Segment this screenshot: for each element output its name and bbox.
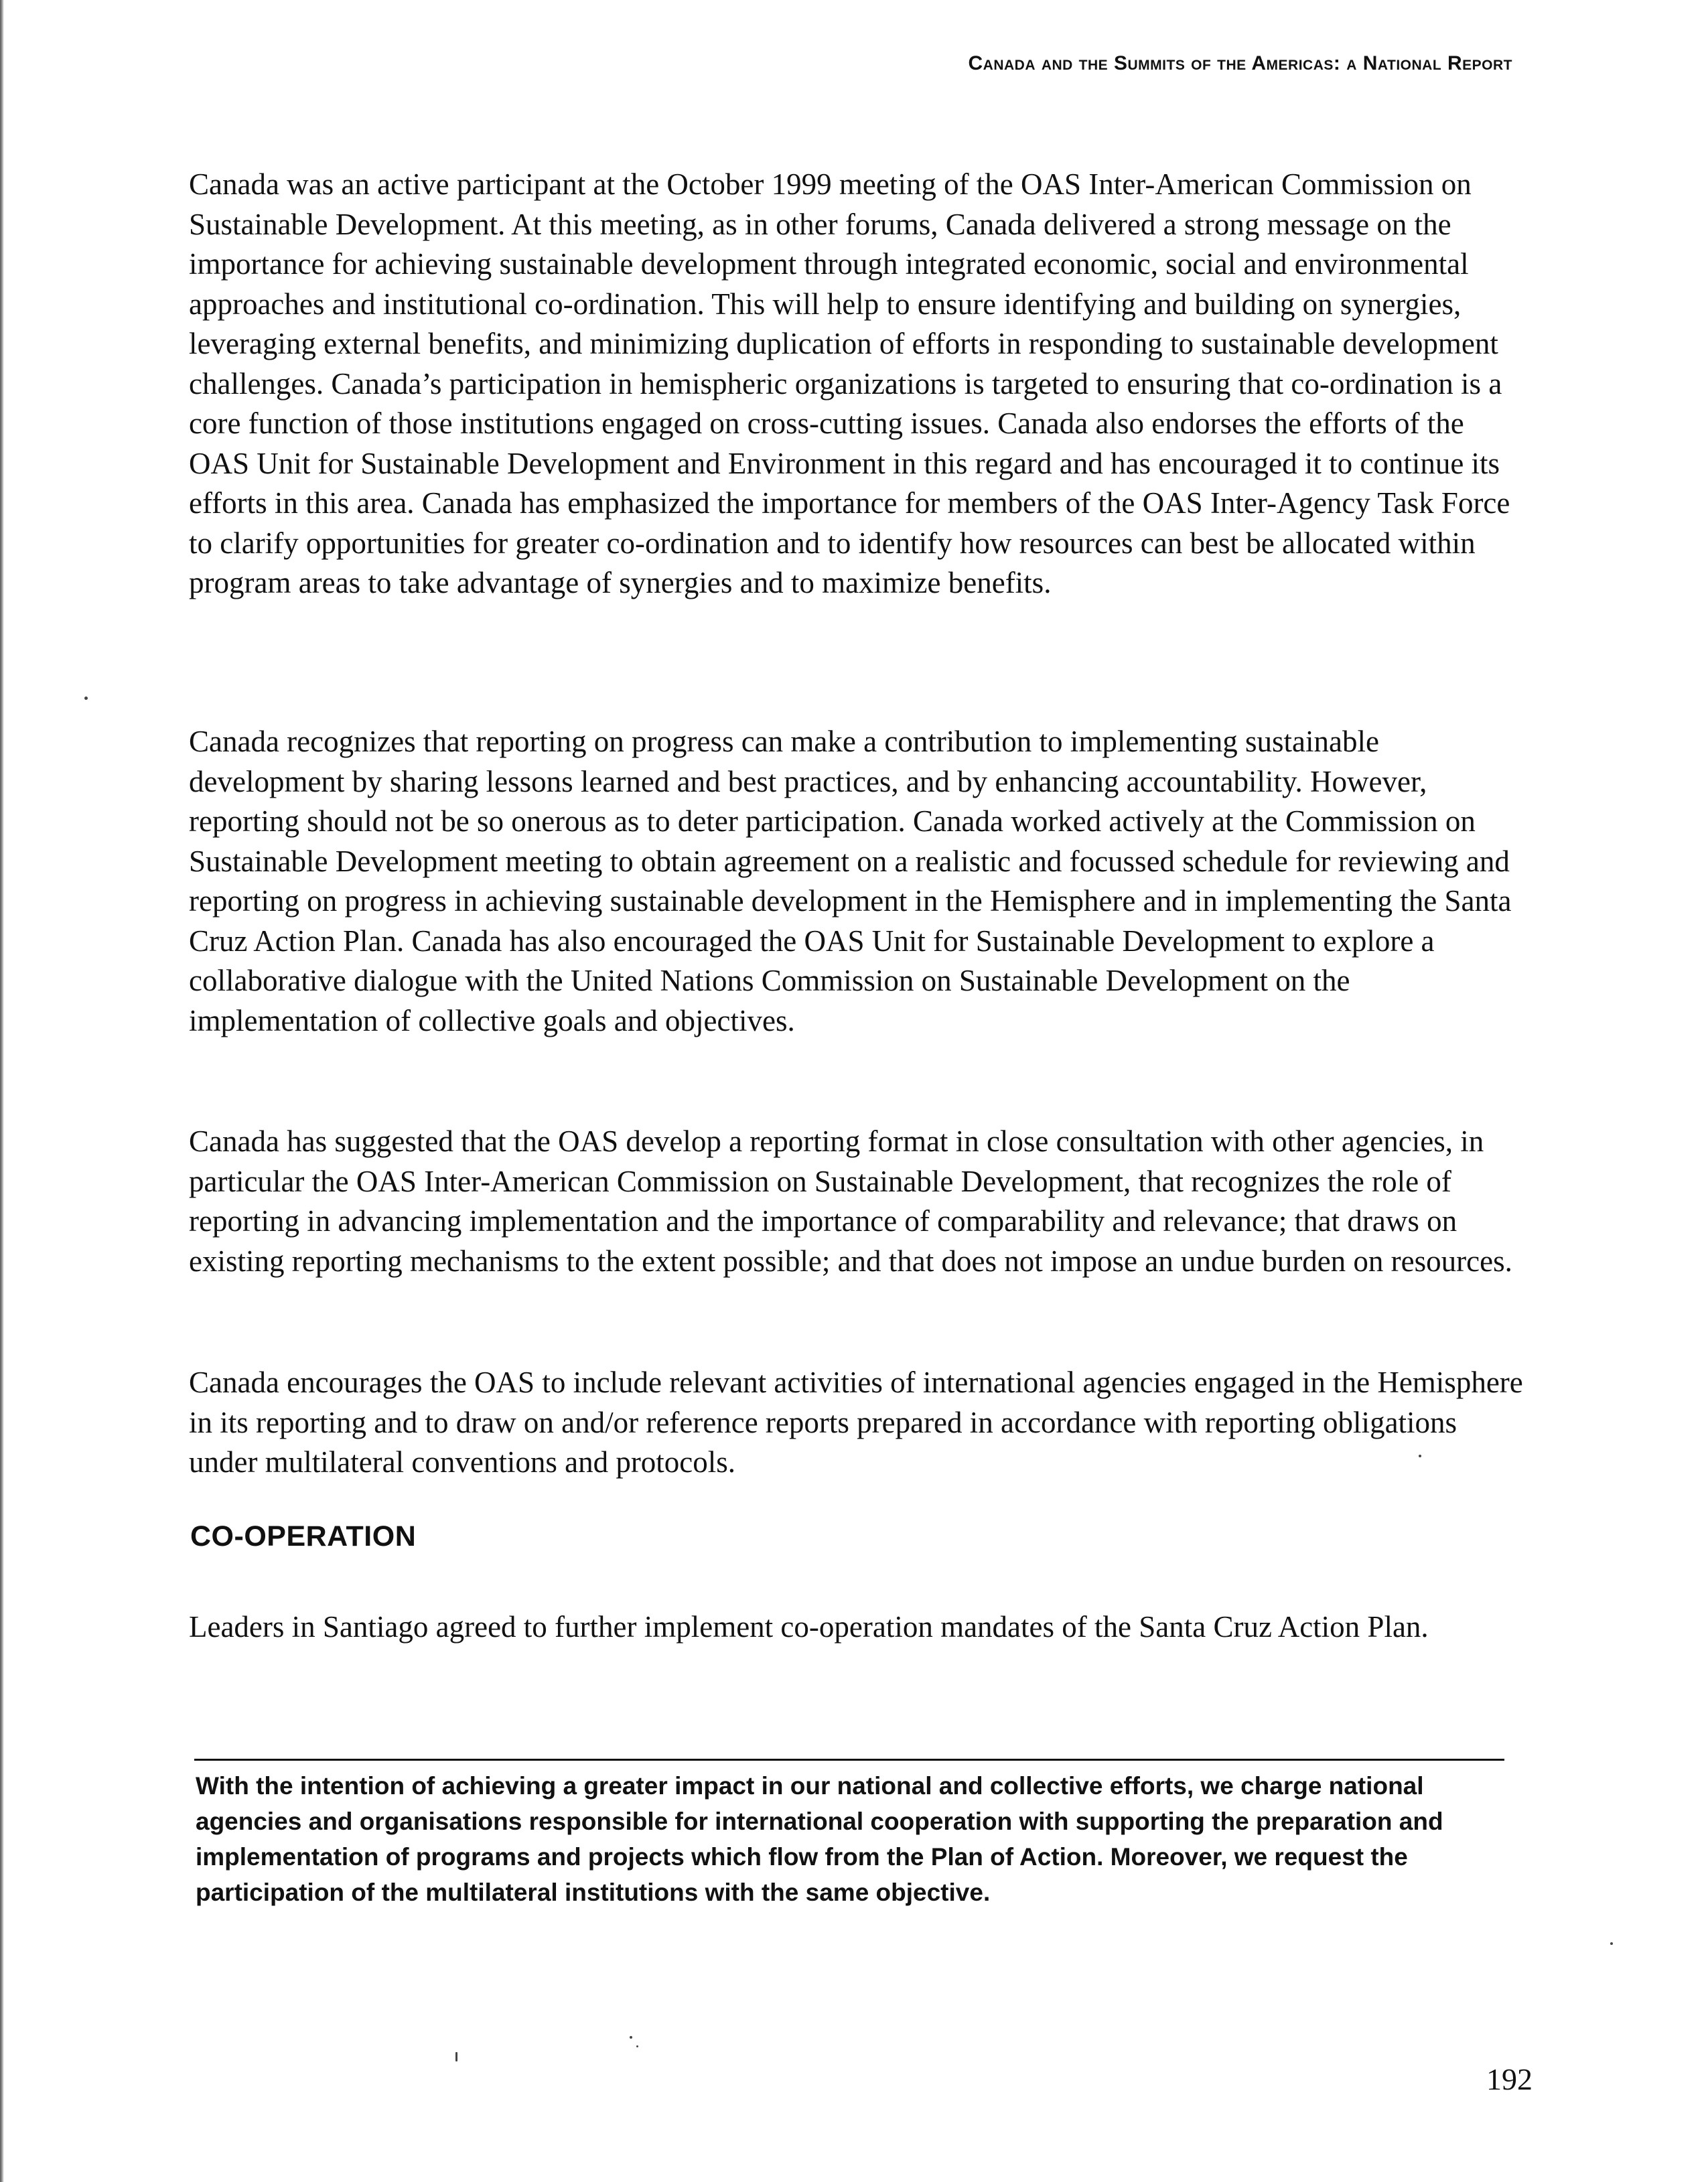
scan-speck — [630, 2036, 632, 2039]
paragraph-international-agencies: Canada encourages the OAS to include relevant activities of international agencies engaged in the Hemisphere in its reporting and to draw on and/or reference reports prepared in accordance with reporting obligations under multilateral conventions and protocols. — [189, 1366, 1523, 1479]
scan-binding-edge — [0, 0, 4, 2182]
section-heading-cooperation: CO-OPERATION — [190, 1520, 417, 1552]
plan-of-action-quote: With the intention of achieving a greater impact in our national and collective efforts, we charge national agencies and organisations responsible for international cooperation with supporting the preparation and implementation of programs and projects which flow from the Plan of Action. Moreover, we request the participation of the multilateral institutions with the same objective. — [196, 1772, 1443, 1906]
running-header: Canada and the Summits of the Americas: a National Report — [968, 52, 1512, 74]
scan-speck — [636, 2045, 638, 2047]
scan-speck — [455, 2052, 457, 2061]
paragraph-cooperation-intro: Leaders in Santiago agreed to further implement co-operation mandates of the Santa Cruz Action Plan. — [189, 1610, 1429, 1644]
paragraph-reporting-progress: Canada recognizes that reporting on progress can make a contribution to implementing sustainable development by sharing lessons learned and best practices, and by enhancing accountability. However, reporting should not be so onerous as to deter participation. Canada worked actively at the Commission on Sustainable Development meeting to obtain agreement on a realistic and focussed schedule for reviewing and reporting on progress in achieving sustainable development in the Hemisphere and in implementing the Santa Cruz Action Plan. Canada has also encouraged the OAS Unit for Sustainable Development to explore a collaborative dialogue with the United Nations Commission on Sustainable Development on the implementation of collective goals and objectives. — [189, 725, 1512, 1037]
scan-speck — [1419, 1455, 1421, 1457]
scan-speck — [1610, 1942, 1613, 1945]
page-number: 192 — [1486, 2062, 1533, 2096]
paragraph-reporting-format: Canada has suggested that the OAS develop a reporting format in close consultation with other agencies, in particular the OAS Inter-American Commission on Sustainable Development, that recognizes the role of reporting in advancing implementation and the importance of comparability and relevance; that draws on existing reporting mechanisms to the extent possible; and that does not impose an undue burden on resources. — [189, 1124, 1512, 1278]
quote-divider — [194, 1759, 1504, 1761]
paragraph-oas-commission: Canada was an active participant at the October 1999 meeting of the OAS Inter-American Commission on Sustainable Development. At this meeting, as in other forums, Canada delivered a strong message on the importance for achieving sustainable development through integrated economic, social and environmental approaches and institutional co-ordination. This will help to ensure identifying and building on synergies, leveraging external benefits, and minimizing duplication of efforts in responding to sustainable development challenges. Canada’s participation in hemispheric organizations is targeted to ensuring that co-ordination is a core function of those institutions engaged on cross-cutting issues. Canada also endorses the efforts of the OAS Unit for Sustainable Development and Environment in this regard and has encouraged it to continue its efforts in this area. Canada has emphasized the importance for members of the OAS Inter-Agency Task Force to clarify opportunities for greater co-ordination and to identify how resources can best be allocated within program areas to take advantage of synergies and to maximize benefits. — [189, 167, 1510, 599]
scan-speck — [84, 697, 88, 700]
